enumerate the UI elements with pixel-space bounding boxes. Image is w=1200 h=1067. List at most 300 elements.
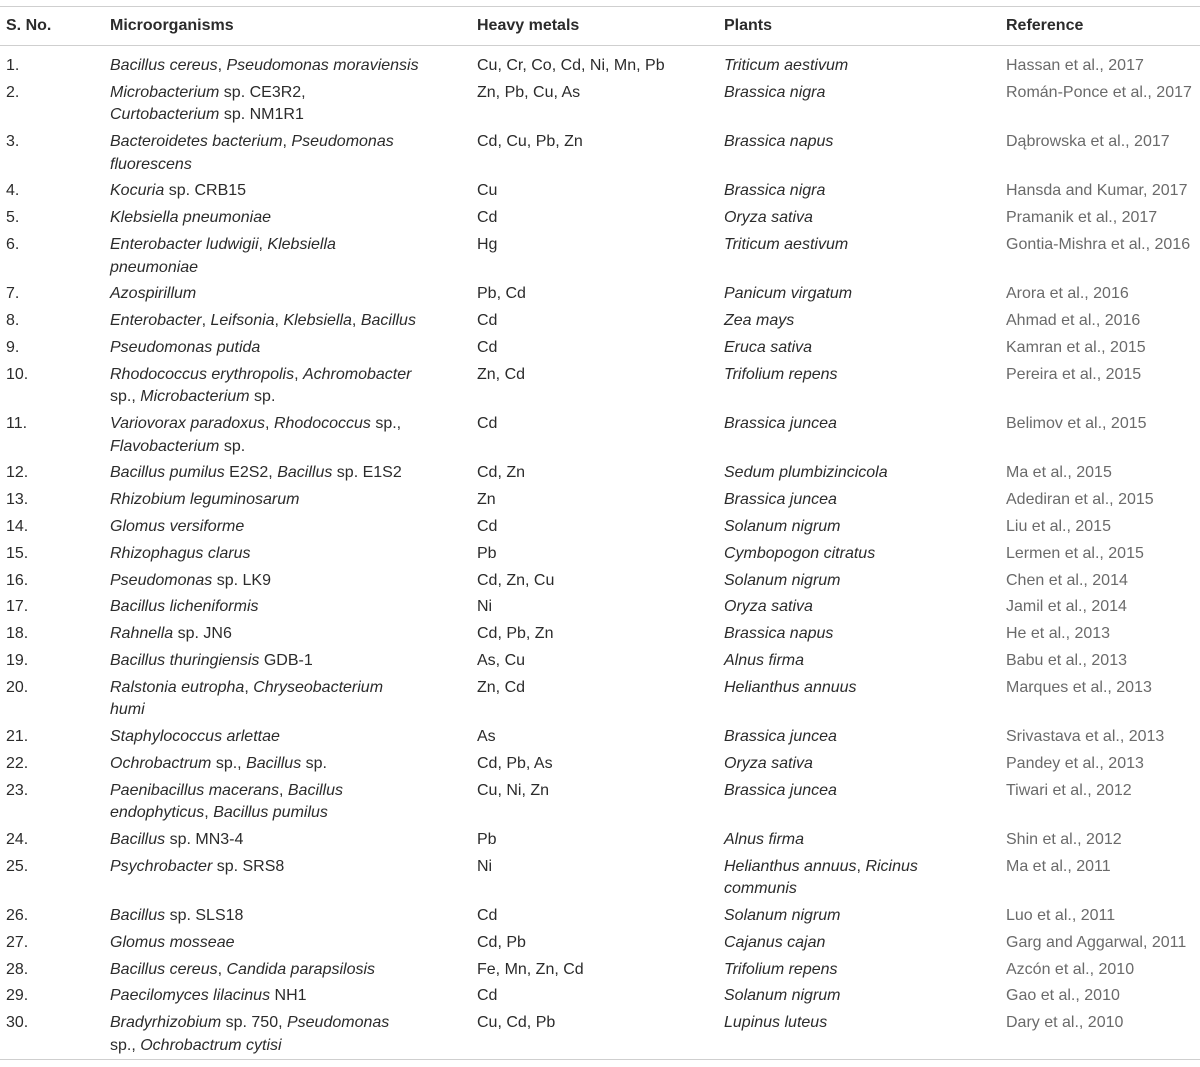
- cell-microorganisms-line: [110, 985, 307, 1008]
- cell-microorganisms: [110, 283, 196, 306]
- species-name: Brassica napus: [724, 133, 834, 151]
- cell-heavy-metals: Cd, Pb: [477, 933, 526, 951]
- plain-text: ,: [294, 365, 303, 383]
- cell-microorganisms: [110, 650, 313, 673]
- plain-text: sp. MN3-4: [165, 830, 244, 848]
- plain-text: sp.: [219, 437, 246, 455]
- species-name: Alnus firma: [724, 651, 805, 669]
- header-reference: Reference: [1006, 17, 1084, 34]
- cell-plants-line: [724, 959, 838, 982]
- cell-microorganisms: [110, 753, 327, 776]
- species-name: humi: [110, 701, 145, 719]
- cell-heavy-metals: Pb, Cd: [477, 285, 526, 303]
- plain-text: ,: [274, 312, 284, 330]
- species-name: Lupinus luteus: [724, 1014, 828, 1032]
- cell-reference: Srivastava et al., 2013: [1006, 728, 1165, 745]
- cell-plants-line: [724, 462, 888, 485]
- cell-sno: 18.: [6, 625, 29, 643]
- species-name: Triticum aestivum: [724, 57, 849, 74]
- cell-microorganisms-line: [110, 310, 416, 333]
- plain-text: GDB-1: [259, 651, 313, 669]
- cell-reference: Adediran et al., 2015: [1006, 491, 1154, 509]
- cell-sno: 21.: [6, 728, 29, 745]
- cell-plants-line: [724, 1012, 827, 1035]
- cell-heavy-metals: Cd, Cu, Pb, Zn: [477, 133, 583, 151]
- cell-sno: 13.: [6, 491, 29, 509]
- cell-plants: [724, 726, 837, 749]
- cell-heavy-metals: Cd, Pb, As: [477, 754, 553, 772]
- cell-microorganisms-line: [110, 570, 271, 593]
- cell-plants-line: [724, 753, 813, 776]
- cell-plants-line: [724, 310, 794, 333]
- cell-sno: 24.: [6, 830, 29, 848]
- cell-plants: [724, 623, 833, 646]
- species-name: Cymbopogon citratus: [724, 544, 876, 562]
- cell-reference: Liu et al., 2015: [1006, 517, 1111, 535]
- plain-text: sp. NM1R1: [219, 106, 304, 124]
- species-name: Chryseobacterium: [253, 678, 384, 696]
- cell-plants: [724, 283, 852, 306]
- cell-plants-line: [724, 856, 918, 879]
- cell-microorganisms-line: [110, 283, 196, 306]
- cell-microorganisms: [110, 570, 271, 593]
- cell-plants: [724, 905, 841, 928]
- species-name: Rhizophagus clarus: [110, 544, 251, 562]
- cell-sno: 17.: [6, 598, 29, 616]
- cell-sno: 20.: [6, 678, 29, 696]
- cell-reference: Gontia-Mishra et al., 2016: [1006, 236, 1191, 253]
- cell-heavy-metals: Cd: [477, 312, 498, 330]
- cell-plants-line: [724, 829, 804, 852]
- species-name: Ochrobactrum: [110, 754, 212, 772]
- cell-plants-line: [724, 180, 825, 203]
- species-name: Bacillus cereus: [110, 57, 218, 74]
- species-name: Pseudomonas: [286, 1014, 390, 1032]
- cell-sno: 16.: [6, 571, 29, 589]
- header-plants: Plants: [724, 17, 773, 34]
- cell-plants: [724, 413, 837, 436]
- species-name: Achromobacter: [302, 365, 412, 383]
- cell-microorganisms-line: [110, 829, 243, 852]
- species-name: Bacillus pumilus: [110, 464, 225, 482]
- cell-plants-line: [724, 543, 875, 566]
- species-name: Brassica juncea: [724, 781, 837, 799]
- species-name: Helianthus annuus: [724, 678, 857, 696]
- species-name: Bacillus: [246, 754, 302, 772]
- cell-plants-line: [724, 650, 804, 673]
- plain-text: NH1: [270, 987, 307, 1005]
- species-name: Glomus versiforme: [110, 517, 245, 535]
- species-name: Oryza sativa: [724, 754, 813, 772]
- species-name: Klebsiella pneumoniae: [110, 209, 271, 227]
- cell-microorganisms-line: [110, 386, 411, 409]
- cell-reference: Chen et al., 2014: [1006, 571, 1128, 589]
- plain-text: ,: [265, 415, 274, 432]
- species-name: Cajanus cajan: [724, 933, 826, 951]
- cell-heavy-metals: Zn, Pb, Cu, As: [477, 83, 581, 101]
- cell-heavy-metals: Ni: [477, 857, 493, 875]
- cell-heavy-metals: Pb: [477, 544, 497, 562]
- cell-heavy-metals: Zn: [477, 491, 496, 509]
- cell-microorganisms-line: [110, 462, 402, 485]
- cell-heavy-metals: Cd: [477, 987, 498, 1005]
- species-name: Brassica juncea: [724, 415, 837, 432]
- cell-sno: 27.: [6, 933, 29, 951]
- cell-sno: 28.: [6, 960, 29, 978]
- cell-microorganisms-line: [110, 516, 244, 539]
- cell-microorganisms: [110, 959, 375, 982]
- cell-reference: Garg and Aggarwal, 2011: [1006, 933, 1187, 951]
- species-name: Bacillus cereus: [110, 960, 218, 978]
- cell-microorganisms: [110, 1012, 389, 1057]
- cell-reference: Tiwari et al., 2012: [1006, 781, 1132, 799]
- cell-microorganisms: [110, 489, 299, 512]
- cell-sno: 11.: [6, 415, 28, 432]
- plain-text: sp. SRS8: [212, 857, 285, 875]
- cell-microorganisms-line: [110, 623, 232, 646]
- cell-microorganisms-line: [110, 337, 260, 360]
- species-name: Ochrobactrum cytisi: [140, 1036, 282, 1054]
- cell-microorganisms: [110, 55, 419, 78]
- plain-text: ,: [351, 312, 361, 330]
- cell-plants-line: [724, 364, 838, 387]
- plain-text: ,: [201, 312, 211, 330]
- cell-plants: [724, 82, 825, 105]
- cell-microorganisms: [110, 131, 394, 176]
- species-name: fluorescens: [110, 155, 192, 173]
- cell-heavy-metals: Cu, Ni, Zn: [477, 781, 550, 799]
- cell-reference: Ma et al., 2011: [1006, 857, 1111, 875]
- cell-heavy-metals: Cd: [477, 517, 498, 535]
- cell-sno: 3.: [6, 133, 20, 151]
- cell-plants-line: [724, 985, 841, 1008]
- cell-plants: [724, 516, 841, 539]
- cell-microorganisms-line: [110, 1012, 389, 1035]
- plain-text: ,: [204, 804, 214, 822]
- cell-plants-line: [724, 131, 833, 154]
- species-name: Brassica juncea: [724, 728, 837, 745]
- cell-microorganisms-line: [110, 726, 280, 749]
- species-name: Brassica napus: [724, 625, 834, 643]
- species-name: Flavobacterium: [110, 437, 220, 455]
- plain-text: ,: [282, 133, 292, 151]
- species-name: Brassica juncea: [724, 491, 837, 509]
- cell-microorganisms-line: [110, 82, 306, 105]
- species-name: Pseudomonas putida: [110, 338, 261, 356]
- species-name: Pseudomonas moraviensis: [226, 57, 419, 74]
- cell-sno: 19.: [6, 651, 29, 669]
- plain-text: sp.: [249, 388, 276, 406]
- cell-microorganisms-line: [110, 780, 343, 803]
- cell-reference: Shin et al., 2012: [1006, 830, 1122, 848]
- cell-sno: 8.: [6, 312, 20, 330]
- cell-plants-line: [724, 878, 918, 901]
- cell-reference: Hansda and Kumar, 2017: [1006, 182, 1188, 200]
- cell-heavy-metals: Cd: [477, 209, 498, 227]
- species-name: Enterobacter ludwigii: [110, 236, 259, 253]
- species-name: Bacillus thuringiensis: [110, 651, 260, 669]
- cell-plants: [724, 180, 825, 203]
- species-name: Paecilomyces lilacinus: [110, 987, 271, 1005]
- cell-microorganisms: [110, 180, 246, 203]
- cell-reference: Jamil et al., 2014: [1006, 598, 1127, 616]
- cell-microorganisms: [110, 726, 280, 749]
- cell-microorganisms-line: [110, 154, 394, 177]
- cell-plants-line: [724, 905, 841, 928]
- cell-microorganisms: [110, 337, 260, 360]
- species-name: Rahnella: [110, 625, 174, 643]
- cell-plants-line: [724, 596, 813, 619]
- species-name: Bacteroidetes bacterium: [110, 133, 283, 151]
- plain-text: sp. LK9: [212, 571, 271, 589]
- cell-microorganisms: [110, 856, 284, 879]
- cell-microorganisms-line: [110, 699, 383, 722]
- cell-microorganisms-line: [110, 207, 271, 230]
- species-name: Eruca sativa: [724, 338, 813, 356]
- species-name: Pseudomonas: [110, 571, 213, 589]
- cell-sno: 6.: [6, 236, 20, 253]
- plain-text: ,: [217, 960, 227, 978]
- species-name: Bacillus: [110, 830, 166, 848]
- cell-plants: [724, 337, 812, 360]
- cell-plants: [724, 207, 813, 230]
- species-name: Psychrobacter: [110, 857, 213, 875]
- cell-sno: 22.: [6, 754, 29, 772]
- species-name: Solanum nigrum: [724, 987, 841, 1005]
- cell-plants: [724, 55, 848, 78]
- species-name: communis: [724, 880, 797, 898]
- cell-sno: 7.: [6, 285, 20, 303]
- top-rule: [0, 6, 1200, 7]
- cell-microorganisms-line: [110, 436, 401, 459]
- cell-reference: Belimov et al., 2015: [1006, 415, 1147, 432]
- cell-reference: Gao et al., 2010: [1006, 987, 1120, 1005]
- cell-reference: Babu et al., 2013: [1006, 651, 1127, 669]
- cell-microorganisms: [110, 829, 243, 852]
- species-name: Triticum aestivum: [724, 236, 849, 253]
- cell-heavy-metals: Hg: [477, 236, 498, 253]
- species-name: Rhizobium leguminosarum: [110, 491, 300, 509]
- cell-plants-line: [724, 55, 848, 78]
- cell-microorganisms-line: [110, 413, 401, 436]
- plain-text: sp.,: [110, 388, 141, 406]
- species-name: Klebsiella: [267, 236, 336, 253]
- species-name: Zea mays: [724, 312, 795, 330]
- species-name: Bacillus: [110, 907, 166, 924]
- cell-heavy-metals: Cu, Cr, Co, Cd, Ni, Mn, Pb: [477, 57, 665, 74]
- cell-plants-line: [724, 234, 848, 257]
- species-name: Panicum virgatum: [724, 285, 853, 303]
- species-name: Bacillus pumilus: [213, 804, 328, 822]
- cell-microorganisms-line: [110, 364, 411, 387]
- cell-microorganisms-line: [110, 104, 306, 127]
- plain-text: sp. SLS18: [165, 907, 244, 924]
- cell-microorganisms-line: [110, 1035, 389, 1058]
- plain-text: sp.,: [211, 754, 247, 772]
- cell-microorganisms-line: [110, 596, 259, 619]
- cell-reference: Ma et al., 2015: [1006, 464, 1112, 482]
- header-rule: [0, 45, 1200, 46]
- cell-microorganisms-line: [110, 257, 336, 280]
- cell-plants: [724, 596, 813, 619]
- cell-heavy-metals: Cu: [477, 182, 498, 200]
- plain-text: sp. CRB15: [164, 182, 247, 200]
- cell-heavy-metals: Cd, Zn, Cu: [477, 571, 555, 589]
- cell-microorganisms: [110, 543, 251, 566]
- species-name: Pseudomonas: [291, 133, 394, 151]
- plain-text: sp.,: [370, 415, 402, 432]
- cell-plants-line: [724, 516, 841, 539]
- cell-sno: 26.: [6, 907, 29, 924]
- cell-microorganisms-line: [110, 234, 336, 257]
- species-name: Curtobacterium: [110, 106, 220, 124]
- species-name: Candida parapsilosis: [226, 960, 376, 978]
- cell-heavy-metals: Cd: [477, 338, 498, 356]
- cell-microorganisms: [110, 462, 402, 485]
- cell-plants-line: [724, 623, 833, 646]
- species-name: Kocuria: [110, 182, 165, 200]
- cell-microorganisms-line: [110, 180, 246, 203]
- species-name: Oryza sativa: [724, 598, 813, 616]
- cell-microorganisms: [110, 905, 243, 928]
- cell-sno: 1.: [6, 57, 20, 74]
- cell-microorganisms: [110, 780, 343, 825]
- species-name: Ralstonia eutropha: [110, 678, 245, 696]
- cell-reference: Pramanik et al., 2017: [1006, 209, 1158, 227]
- species-name: Glomus mosseae: [110, 933, 235, 951]
- cell-sno: 23.: [6, 781, 29, 799]
- cell-microorganisms-line: [110, 802, 343, 825]
- cell-reference: Arora et al., 2016: [1006, 285, 1129, 303]
- cell-plants-line: [724, 337, 812, 360]
- cell-plants: [724, 131, 833, 154]
- plain-text: ,: [278, 781, 288, 799]
- species-name: endophyticus: [110, 804, 205, 822]
- species-name: Variovorax paradoxus: [110, 415, 266, 432]
- species-name: Solanum nigrum: [724, 571, 841, 589]
- cell-microorganisms-line: [110, 753, 327, 776]
- cell-microorganisms: [110, 413, 401, 458]
- cell-microorganisms: [110, 596, 259, 619]
- species-name: Ricinus: [865, 857, 918, 875]
- cell-plants-line: [724, 283, 852, 306]
- cell-microorganisms-line: [110, 677, 383, 700]
- cell-heavy-metals: Cd: [477, 907, 498, 924]
- cell-reference: He et al., 2013: [1006, 625, 1111, 643]
- cell-plants: [724, 677, 857, 700]
- cell-sno: 29.: [6, 987, 29, 1005]
- cell-heavy-metals: As, Cu: [477, 651, 526, 669]
- cell-reference: Pandey et al., 2013: [1006, 754, 1144, 772]
- species-name: Brassica nigra: [724, 182, 826, 200]
- cell-microorganisms: [110, 207, 271, 230]
- plain-text: sp. 750,: [221, 1014, 287, 1032]
- species-name: Staphylococcus arlettae: [110, 728, 280, 745]
- cell-microorganisms-line: [110, 543, 251, 566]
- cell-microorganisms: [110, 623, 232, 646]
- cell-sno: 2.: [6, 83, 20, 101]
- cell-heavy-metals: As: [477, 728, 496, 745]
- cell-sno: 5.: [6, 209, 20, 227]
- cell-plants: [724, 543, 875, 566]
- plain-text: sp.,: [110, 1036, 141, 1054]
- cell-microorganisms: [110, 310, 416, 333]
- cell-plants: [724, 753, 813, 776]
- cell-reference: Dąbrowska et al., 2017: [1006, 133, 1170, 151]
- species-name: Azospirillum: [110, 285, 197, 303]
- cell-plants-line: [724, 780, 837, 803]
- species-name: Bacillus licheniformis: [110, 598, 259, 616]
- cell-reference: Román-Ponce et al., 2017: [1006, 83, 1192, 101]
- header-sno: S. No.: [6, 17, 52, 34]
- cell-plants-line: [724, 677, 857, 700]
- species-name: Bacillus: [277, 464, 333, 482]
- species-name: pneumoniae: [110, 258, 199, 276]
- cell-sno: 4.: [6, 182, 20, 200]
- cell-reference: Dary et al., 2010: [1006, 1014, 1124, 1032]
- plain-text: ,: [258, 236, 268, 253]
- cell-sno: 25.: [6, 857, 29, 875]
- species-name: Paenibacillus macerans: [110, 781, 279, 799]
- plain-text: ,: [244, 678, 254, 696]
- cell-plants: [724, 856, 918, 901]
- cell-heavy-metals: Fe, Mn, Zn, Cd: [477, 960, 584, 978]
- species-name: Sedum plumbizincicola: [724, 464, 888, 482]
- cell-plants: [724, 780, 837, 803]
- cell-plants: [724, 310, 794, 333]
- cell-microorganisms-line: [110, 489, 299, 512]
- species-name: Bacillus: [360, 312, 416, 330]
- cell-plants: [724, 489, 837, 512]
- species-name: Klebsiella: [283, 312, 352, 330]
- cell-microorganisms-line: [110, 55, 419, 78]
- species-name: Microbacterium: [140, 388, 250, 406]
- cell-plants-line: [724, 207, 813, 230]
- header-microorganisms: Microorganisms: [110, 17, 234, 34]
- cell-plants: [724, 570, 841, 593]
- cell-plants: [724, 462, 888, 485]
- cell-microorganisms: [110, 516, 244, 539]
- cell-plants: [724, 932, 825, 955]
- species-name: Trifolium repens: [724, 365, 838, 383]
- cell-microorganisms: [110, 677, 383, 722]
- cell-reference: Lermen et al., 2015: [1006, 544, 1144, 562]
- cell-reference: Marques et al., 2013: [1006, 678, 1152, 696]
- header-heavy-metals: Heavy metals: [477, 17, 580, 34]
- species-name: Brassica nigra: [724, 83, 826, 101]
- cell-reference: Azcón et al., 2010: [1006, 960, 1135, 978]
- plain-text: E2S2,: [224, 464, 278, 482]
- species-name: Trifolium repens: [724, 960, 838, 978]
- species-name: Alnus firma: [724, 830, 805, 848]
- cell-plants-line: [724, 726, 837, 749]
- plain-text: sp. CE3R2,: [219, 83, 306, 101]
- cell-heavy-metals: Zn, Cd: [477, 365, 526, 383]
- cell-reference: Luo et al., 2011: [1006, 907, 1116, 924]
- cell-microorganisms-line: [110, 131, 394, 154]
- cell-heavy-metals: Cd, Pb, Zn: [477, 625, 554, 643]
- cell-heavy-metals: Zn, Cd: [477, 678, 526, 696]
- cell-heavy-metals: Cu, Cd, Pb: [477, 1014, 556, 1032]
- bottom-rule: [0, 1059, 1200, 1060]
- cell-microorganisms-line: [110, 932, 235, 955]
- species-name: Solanum nigrum: [724, 517, 841, 535]
- cell-reference: Kamran et al., 2015: [1006, 338, 1146, 356]
- cell-plants: [724, 364, 838, 387]
- cell-plants: [724, 959, 838, 982]
- cell-microorganisms: [110, 234, 336, 279]
- cell-microorganisms: [110, 364, 411, 409]
